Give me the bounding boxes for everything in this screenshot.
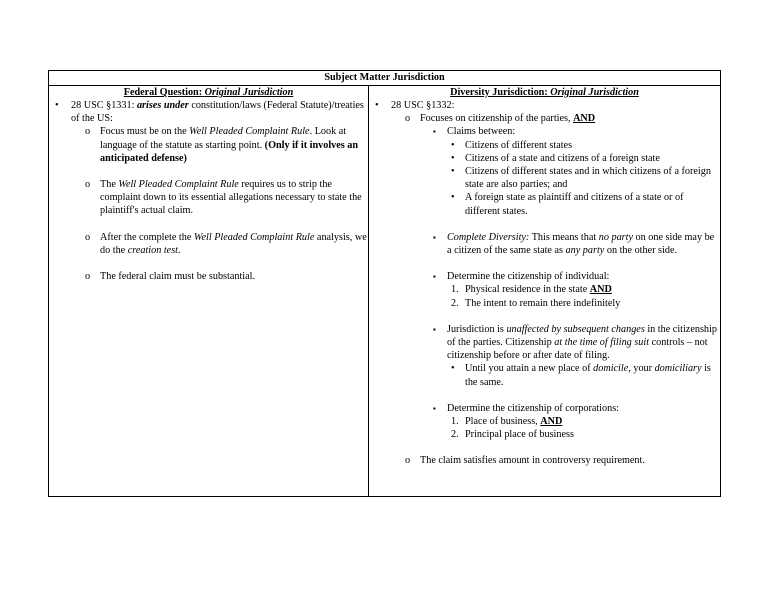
- domicile-item: • Until you attain a new place of domicile, your domiciliary is the same.: [451, 363, 711, 388]
- claim-item: • Citizens of a state and citizens of a foreign state: [451, 152, 660, 164]
- square-marker: ▪: [433, 324, 436, 334]
- creation-test-item: o After the complete the Well Pleaded Complaint Rule analysis, we do the creation test.: [85, 231, 367, 256]
- statute-1332-item: • 28 USC §1332: o Focuses on citizenship of the parties, AND ▪ Claims between: • Citizens of different states • Citizens of a state and citizens of a foreign state • Citizens of different states and in which citizens of a foreign state are also parties; and • A foreign state as plaintiff and citizens of a state or of different states. ▪ Complete Diversity: This means that no party on one side may be a citizen of the same state as any party on the other side. ▪ Determine the citizenship of individual: 1. Physical residence in the state AND 2. The intent to remain there indefinitely ▪ Jurisdiction is unaffected by subsequent changes in the citizenship of the parties. Citizenship at the time of filing suit controls – not citizenship before or after date of filing. • Until you attain a new place of domicile, your domiciliary is the same. ▪ Determine the citizenship of corporations: 1. Place of business, AND 2. Principal place of business o The claim satisfies amount in controversy requirement.: [369, 99, 720, 468]
- individual-citizenship-item: ▪ Determine the citizenship of individual: 1. Physical residence in the state AND 2. The intent to remain there indefinitely: [391, 270, 720, 310]
- bullet-marker: •: [451, 192, 455, 204]
- circle-marker: o: [405, 113, 411, 125]
- wpcr-focus-item: o Focus must be on the Well Pleaded Complaint Rule. Look at language of the statute as starting point. (Only if it involves an anticipated defense): [85, 126, 359, 164]
- bullet-marker: •: [451, 152, 455, 164]
- square-marker: ▪: [433, 127, 436, 137]
- circle-marker: o: [405, 455, 411, 467]
- square-marker: ▪: [433, 232, 436, 242]
- statute-1331-item: • 28 USC §1331: arises under constitution/laws (Federal Statute)/treaties of the US: o Focus must be on the Well Pleaded Complaint Rule. Look at language of the statute as starting point. (Only if it involves an anticipated defense) o The Well Pleaded Complaint Rule requires us to strip the complaint down to its essential allegations necessary to state the plaintiff's actual claim. o After the complete the Well Pleaded Complaint Rule analysis, we do the creation test. o The federal claim must be substantial.: [55, 100, 367, 283]
- number-marker: 1.: [451, 284, 459, 296]
- claims-between-item: ▪ Claims between: • Citizens of different states • Citizens of a state and citizens of a foreign state • Citizens of different states and in which citizens of a foreign state are also parties; and • A foreign state as plaintiff and citizens of a state or of different states.: [391, 125, 720, 217]
- circle-marker: o: [85, 179, 91, 191]
- bullet-marker: •: [451, 166, 455, 178]
- federal-question-heading: Federal Question: Original Jurisdiction: [123, 87, 294, 98]
- table-title: Subject Matter Jurisdiction: [49, 71, 720, 86]
- number-marker: 2.: [451, 297, 459, 309]
- claim-item: • Citizens of different states and in which citizens of a foreign state are also parties; and: [451, 166, 711, 191]
- table-columns: [49, 86, 720, 496]
- federal-question-column: [49, 86, 369, 496]
- circle-marker: o: [85, 271, 91, 283]
- wpcr-strip-item: o The Well Pleaded Complaint Rule requires us to strip the complaint down to its essential allegations necessary to state the plaintiff's actual claim.: [85, 179, 362, 217]
- bullet-marker: •: [375, 100, 379, 111]
- square-marker: ▪: [433, 272, 436, 282]
- claim-item: • Citizens of different states: [451, 139, 573, 151]
- bullet-marker: •: [451, 139, 455, 151]
- citizenship-focus-item: o Focuses on citizenship of the parties, AND ▪ Claims between: • Citizens of different states • Citizens of a state and citizens of a foreign state • Citizens of different states and in which citizens of a foreign state are also parties; and • A foreign state as plaintiff and citizens of a state or of different states. ▪ Complete Diversity: This means that no party on one side may be a citizen of the same state as any party on the other side. ▪ Determine the citizenship of individual: 1. Physical residence in the state AND 2. The intent to remain there indefinitely ▪ Jurisdiction is unaffected by subsequent changes in the citizenship of the parties. Citizenship at the time of filing suit controls – not citizenship before or after date of filing. • Until you attain a new place of domicile, your domiciliary is the same. ▪ Determine the citizenship of corporations: 1. Place of business, AND 2. Principal place of business: [391, 112, 720, 441]
- corporation-criterion-item: 2. Principal place of business: [451, 429, 574, 441]
- complete-diversity-item: ▪ Complete Diversity: This means that no party on one side may be a citizen of the same state as any party on the other side.: [433, 231, 715, 257]
- claim-item: • A foreign state as plaintiff and citizens of a state or of different states.: [451, 192, 684, 217]
- individual-criterion-item: 2. The intent to remain there indefinitely: [451, 297, 621, 309]
- amount-in-controversy-item: o The claim satisfies amount in controversy requirement.: [405, 455, 645, 467]
- number-marker: 2.: [451, 429, 459, 441]
- diversity-column: [369, 86, 720, 496]
- bullet-marker: •: [55, 100, 59, 111]
- bullet-marker: •: [451, 363, 455, 375]
- corporation-criterion-item: 1. Place of business, AND: [451, 416, 563, 428]
- number-marker: 1.: [451, 416, 459, 428]
- circle-marker: o: [85, 126, 91, 138]
- jurisdiction-table: [48, 70, 721, 497]
- corporation-citizenship-item: ▪ Determine the citizenship of corporations: 1. Place of business, AND 2. Principal place of business: [391, 402, 720, 442]
- diversity-heading: Diversity Jurisdiction: Original Jurisdiction: [450, 87, 639, 98]
- circle-marker: o: [85, 231, 91, 243]
- individual-criterion-item: 1. Physical residence in the state AND: [451, 284, 612, 296]
- square-marker: ▪: [433, 403, 436, 413]
- subsequent-changes-item: ▪ Jurisdiction is unaffected by subsequent changes in the citizenship of the parties. Citizenship at the time of filing suit controls – not citizenship before or after date of filing. • Until you attain a new place of domicile, your domiciliary is the same.: [391, 323, 720, 389]
- substantial-claim-item: o The federal claim must be substantial.: [85, 271, 256, 283]
